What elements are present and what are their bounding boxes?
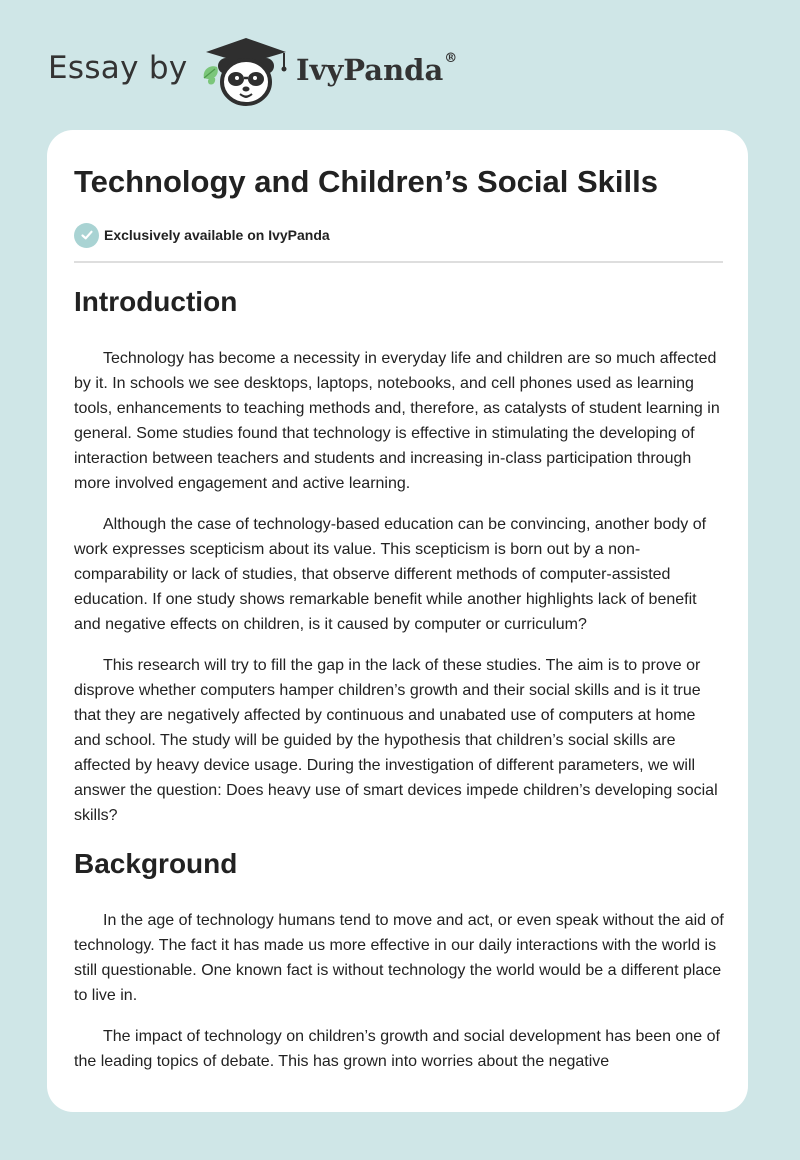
essay-card [47,130,748,1112]
page-title: Technology and Children’s Social Skills [74,164,658,199]
panda-graduate-logo-icon[interactable] [200,36,292,108]
exclusive-badge [74,222,330,248]
paragraph: Although the case of technology-based education can be convincing, another body of work expresses scepticism about its value. This scepticism is born out by a non-comparability or lack of studies, that observe different methods of computer-assisted education. If one study shows remarkable benefit while another highlights lack of benefit and negative effects on children, is it caused by computer or curriculum? [74,516,707,633]
registered-mark: ® [444,51,458,66]
divider [74,261,723,263]
exclusive-badge-label: Exclusively available on IvyPanda [104,227,330,243]
essay-by-label: Essay by [48,50,188,86]
brand-name[interactable] [296,53,457,87]
paragraph: This research will try to fill the gap in the lack of these studies. The aim is to prove or disprove whether computers hamper children’s growth and their social skills and is it true that they are negatively affected by continuous and unabated use of computers at home and school. The study will be guided by the hypothesis that children’s social skills are affected by heavy device usage. During the investigation of different parameters, we will answer the question: Does heavy use of smart devices impede children’s developing social skills? [74,657,718,824]
check-icon [74,223,99,248]
paragraph: In the age of technology humans tend to move and act, or even speak without the aid of technology. The fact it has made us more effective in our daily interactions with the world is still questionable. One known fact is without technology the world would be a different place to live in. [74,912,724,1004]
section-heading-introduction: Introduction [74,286,238,317]
paragraph: Technology has become a necessity in everyday life and children are so much affected by it. In schools we see desktops, laptops, notebooks, and cell phones used as learning tools, enhancements to teaching methods and, therefore, as catalysts of student learning in general. Some studies found that technology is effective in stimulating the developing of interaction between teachers and students and increasing in-class participation through more involved engagement and active learning. [74,350,720,492]
brand-name-text: IvyPanda [296,53,444,87]
site-header [0,0,800,120]
section-heading-background: Background [74,848,238,879]
essay-content [74,282,724,1090]
paragraph: The impact of technology on children’s growth and social development has been one of the leading topics of debate. This has grown into worries about the negative [74,1028,720,1070]
